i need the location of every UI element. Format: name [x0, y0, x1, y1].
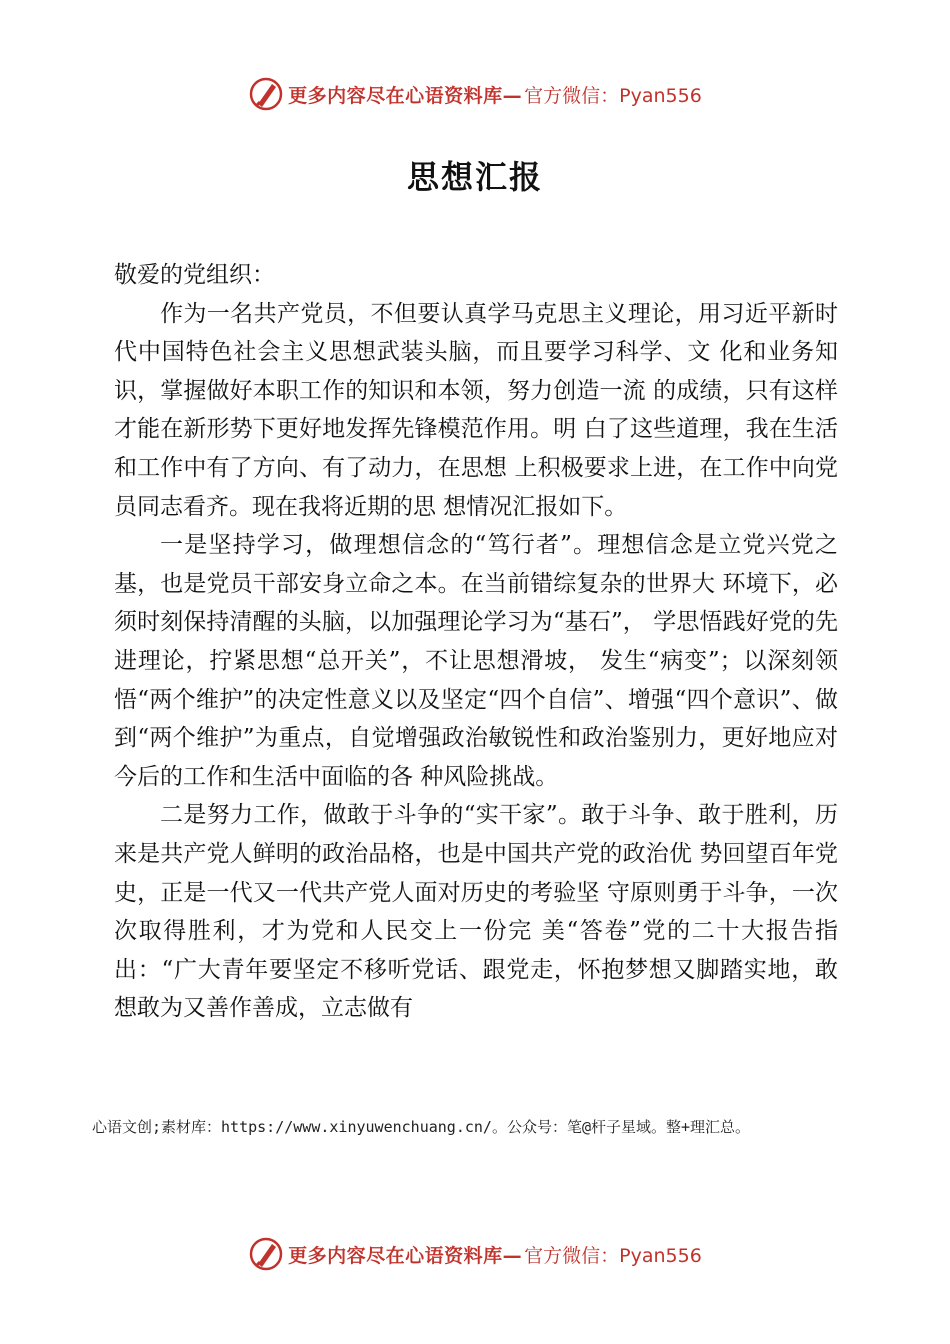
- banner-wechat: 官方微信：Pyan556: [524, 84, 702, 107]
- paragraph: 一是坚持学习，做理想信念的“笃行者”。理想信念是立党兴党之基，也是党员干部安身立命之本。在当前错综复杂的世界大 环境下，必须时刻保持清醒的头脑，以加强理论学习为“基石”， 学思悟践好党的先进理论，拧紧思想“总开关”，不让思想滑坡， 发生“病变”；以深刻领悟“两个维护”的决定性意义以及坚定“四个自信”、增强“四个意识”、做到“两个维护”为重点，自觉增强政治敏锐性和政治鉴别力，更好地应对今后的工作和生活中面临的各 种风险挑战。: [114, 532, 838, 790]
- banner-text: 更多内容尽在心语资料库—: [288, 84, 523, 107]
- salutation: 敬爱的党组织：: [114, 262, 275, 288]
- page-title: 思想汇报: [406, 158, 543, 196]
- paragraph: 二是努力工作，做敢于斗争的“实干家”。敢于斗争、敢于胜利，历来是共产党人鲜明的政治品格，也是中国共产党的政治优 势回望百年党史，正是一代又一代共产党人面对历史的考验坚 守原则勇于斗争，一次次取得胜利，才为党和人民交上一份完 美“答卷”党的二十大报告指出：“广大青年要坚定不移听党话、跟党走，怀抱梦想又脚踏实地，敢想敢为又善作善成，立志做有: [114, 802, 838, 1022]
- banner-text: 更多内容尽在心语资料库—: [288, 1244, 523, 1267]
- footer-note: 心语文创;素材库：https://www.xinyuwenchuang.cn/。公众号：笔@杆子星域。整+理汇总。: [92, 1118, 751, 1136]
- footer-banner: [0, 1234, 950, 1274]
- document-body: [114, 256, 838, 1028]
- paragraph: 作为一名共产党员，不但要认真学马克思主义理论，用习近平新时代中国特色社会主义思想武装头脑，而且要学习科学、文 化和业务知识，掌握做好本职工作的知识和本领，努力创造一流 的成绩，只有这样才能在新形势下更好地发挥先锋模范作用。明 白了这些道理，我在生活和工作中有了方向、有了动力，在思想 上积极要求上进，在工作中向党员同志看齐。现在我将近期的思 想情况汇报如下。: [114, 300, 838, 520]
- header-banner: [0, 74, 950, 114]
- banner-wechat: 官方微信：Pyan556: [524, 1244, 702, 1267]
- pen-logo-icon: [248, 76, 284, 112]
- pen-logo-icon: [248, 1236, 284, 1272]
